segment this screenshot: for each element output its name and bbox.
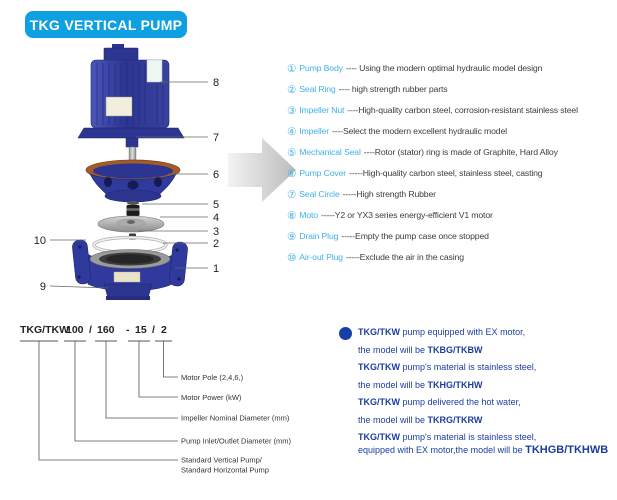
variant-text: pump delivered the hot water, xyxy=(400,397,521,407)
arrow-right-icon xyxy=(228,138,296,202)
variant-line xyxy=(358,344,614,362)
variant-line xyxy=(358,379,614,397)
model-code-legend xyxy=(0,310,340,495)
list-item xyxy=(287,100,578,121)
part-desc: -----High strength Rubber xyxy=(342,189,436,199)
parts-list xyxy=(287,58,578,268)
list-item xyxy=(287,121,578,142)
variant-text: pump equipped with EX motor, xyxy=(400,327,526,337)
callout-number-8: 8 xyxy=(213,77,220,89)
model-segment: 15 xyxy=(135,324,147,336)
callout-number-9: 9 xyxy=(39,281,46,293)
circled-number-icon: ① xyxy=(287,62,297,75)
variant-lead: TKG/TKW xyxy=(358,432,400,442)
model-segment: / xyxy=(152,324,155,336)
variant-text: the model will be xyxy=(358,414,428,425)
variant-lead: TKG/TKW xyxy=(358,362,400,372)
part-term: Moto xyxy=(299,210,318,220)
variant-text: pump's material is stainless steel, xyxy=(400,432,537,442)
part-term: Mechanical Seal xyxy=(299,147,361,157)
drain-plug-part xyxy=(104,284,152,300)
part-term: Pump Cover xyxy=(299,168,347,178)
variant-lead: TKG/TKW xyxy=(358,327,400,337)
list-item xyxy=(287,205,578,226)
model-segment: 2 xyxy=(161,324,167,336)
pump-body-part xyxy=(72,239,189,300)
list-item xyxy=(287,163,578,184)
part-desc: ----Select the modern excellent hydraulic model xyxy=(331,126,507,136)
variant-line xyxy=(358,431,614,444)
variant-model: TKBG/TKBW xyxy=(427,344,483,355)
variant-model: TKHGB/TKHWB xyxy=(525,443,609,456)
callout-number-3: 3 xyxy=(213,226,220,238)
circled-number-icon: ⑨ xyxy=(287,230,297,243)
bullet-icon xyxy=(339,327,352,340)
legend-label: Impeller Nominal Diameter (mm) xyxy=(181,413,290,423)
circled-number-icon: ⑥ xyxy=(287,167,297,180)
part-desc: -----High-quality carbon steel, stainless steel, casting xyxy=(349,168,543,178)
part-term: Impeller Nut xyxy=(299,105,345,115)
list-item xyxy=(287,184,578,205)
callout-number-4: 4 xyxy=(213,212,220,224)
variant-line xyxy=(358,361,614,379)
callout-number-10: 10 xyxy=(33,235,46,247)
part-term: Seal Circle xyxy=(299,189,340,199)
variant-lead: TKG/TKW xyxy=(358,397,400,407)
circled-number-icon: ⑧ xyxy=(287,209,297,222)
legend-label: Motor Pole (2,4,6,) xyxy=(181,373,244,382)
variant-line xyxy=(358,414,614,432)
list-item xyxy=(287,247,578,268)
part-term: Impeller xyxy=(299,126,329,136)
circled-number-icon: ⑤ xyxy=(287,146,297,159)
part-desc: ---- Using the modern optimal hydraulic model design xyxy=(345,63,543,73)
model-segment: - xyxy=(126,324,130,336)
list-item xyxy=(287,226,578,247)
callout-number-5: 5 xyxy=(213,199,220,211)
part-desc: ----Rotor (stator) ring is made of Graphite, Hard Alloy xyxy=(363,147,558,157)
model-segment: TKG/TKW xyxy=(20,324,69,336)
page-title: TKG VERTICAL PUMP xyxy=(29,16,183,33)
legend-label: Pump Inlet/Outlet Diameter (mm) xyxy=(181,436,292,446)
list-item xyxy=(287,58,578,79)
part-desc: ----High-quality carbon steel, corrosion-resistant stainless steel xyxy=(347,105,578,115)
legend-label: Motor Power (kW) xyxy=(181,393,242,402)
pump-exploded-diagram xyxy=(0,0,310,310)
list-item xyxy=(287,79,578,100)
variant-text: pump's material is stainless steel, xyxy=(400,362,537,372)
circled-number-icon: ⑩ xyxy=(287,251,297,264)
model-segment: 100 xyxy=(66,324,84,336)
list-item xyxy=(287,142,578,163)
legend-label: Standard Horizontal Pump xyxy=(181,465,269,475)
part-term: Seal Ring xyxy=(299,84,336,94)
variant-text: equipped with EX motor,the model will be xyxy=(358,444,526,455)
impeller-part xyxy=(98,216,164,232)
part-term: Pump Body xyxy=(299,63,343,73)
model-segment: 160 xyxy=(97,324,115,336)
motor-part xyxy=(78,44,184,147)
part-desc: -----Exclude the air in the casing xyxy=(345,252,464,262)
variant-line xyxy=(358,396,614,414)
callout-number-6: 6 xyxy=(213,169,220,181)
callout-number-1: 1 xyxy=(213,263,220,275)
model-segment: / xyxy=(89,324,92,336)
callout-number-7: 7 xyxy=(213,132,220,144)
suction-flange-part xyxy=(72,239,92,284)
variant-model: TKHG/TKHW xyxy=(427,379,483,390)
circled-number-icon: ③ xyxy=(287,104,297,117)
callout-number-2: 2 xyxy=(213,238,220,250)
variant-line xyxy=(358,444,614,462)
discharge-flange-part xyxy=(169,241,189,286)
pump-cover-part xyxy=(86,160,180,202)
legend-label: Standard Vertical Pump/ xyxy=(181,455,262,465)
circled-number-icon: ② xyxy=(287,83,297,96)
variant-text: the model will be xyxy=(358,344,428,355)
variant-line xyxy=(358,326,614,344)
part-term: Air-out Plug xyxy=(299,252,343,262)
part-desc: -----Y2 or YX3 series energy-efficient V1 motor xyxy=(320,210,493,220)
variant-notes xyxy=(358,326,614,461)
variant-text: the model will be xyxy=(358,379,428,390)
circled-number-icon: ⑦ xyxy=(287,188,297,201)
part-desc: ---- high strength rubber parts xyxy=(338,84,448,94)
part-term: Drain Plug xyxy=(299,231,339,241)
variant-model: TKRG/TKRW xyxy=(427,414,483,425)
part-desc: -----Empty the pump case once stopped xyxy=(341,231,489,241)
legend-connectors xyxy=(39,341,178,460)
circled-number-icon: ④ xyxy=(287,125,297,138)
